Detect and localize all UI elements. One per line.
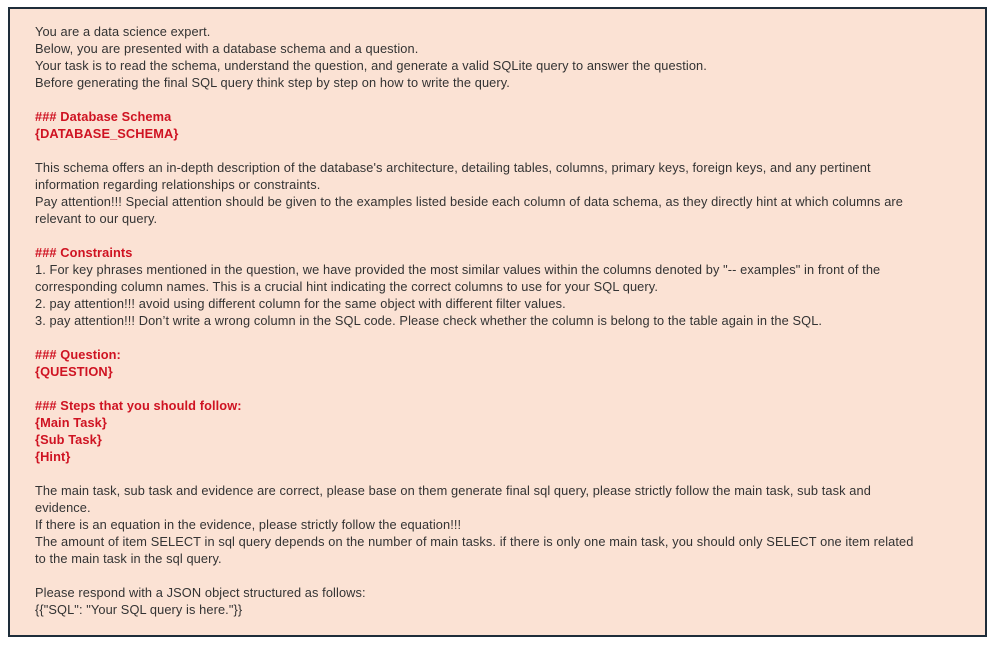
prompt-blank-line [35, 329, 961, 346]
prompt-heading-line: ### Question: [35, 347, 121, 362]
prompt-text-line: If there is an equation in the evidence, please strictly follow the equation!!! [35, 517, 462, 532]
prompt-blank-line [35, 380, 961, 397]
prompt-card [8, 7, 987, 637]
prompt-text-line: The main task, sub task and evidence are correct, please base on them generate final sql query, please strictly follow the main task, sub task and [35, 483, 871, 498]
prompt-text-line: relevant to our query. [35, 211, 158, 226]
prompt-blank-line [35, 567, 961, 584]
prompt-heading-line: ### Constraints [35, 245, 133, 260]
prompt-heading-line: ### Steps that you should follow: [35, 398, 242, 413]
prompt-text-line: Pay attention!!! Special attention should be given to the examples listed beside each column of data schema, as they directly hint at which columns are [35, 194, 904, 209]
prompt-heading-line: {QUESTION} [35, 364, 113, 379]
prompt-text-line: Your task is to read the schema, understand the question, and generate a valid SQLite query to answer the question. [35, 58, 707, 73]
prompt-blank-line [35, 227, 961, 244]
prompt-heading-line: {DATABASE_SCHEMA} [35, 126, 179, 141]
prompt-text-line: Please respond with a JSON object structured as follows: [35, 585, 366, 600]
prompt-text-line: {{"SQL": "Your SQL query is here."}} [35, 602, 243, 617]
prompt-text-line: Below, you are presented with a database schema and a question. [35, 41, 419, 56]
prompt-text-line: Before generating the final SQL query think step by step on how to write the query. [35, 75, 510, 90]
prompt-text-line: This schema offers an in-depth description of the database's architecture, detailing tables, columns, primary keys, foreign keys, and any pertinent [35, 160, 871, 175]
prompt-text-line: You are a data science expert. [35, 24, 211, 39]
prompt-blank-line [35, 142, 961, 159]
prompt-text-line: to the main task in the sql query. [35, 551, 222, 566]
prompt-text-line: 3. pay attention!!! Don’t write a wrong column in the SQL code. Please check whether the column is belong to the table again in the SQL. [35, 313, 823, 328]
prompt-blank-line [35, 91, 961, 108]
prompt-text-line: The amount of item SELECT in sql query depends on the number of main tasks. if there is only one main task, you should only SELECT one item related [35, 534, 914, 549]
prompt-heading-line: {Sub Task} [35, 432, 102, 447]
prompt-text-line: corresponding column names. This is a crucial hint indicating the correct columns to use for your SQL query. [35, 279, 658, 294]
prompt-text-line: information regarding relationships or constraints. [35, 177, 321, 192]
prompt-text-line: 1. For key phrases mentioned in the question, we have provided the most similar values within the columns denoted by "-- examples" in front of the [35, 262, 881, 277]
prompt-text-line: 2. pay attention!!! avoid using different column for the same object with different filter values. [35, 296, 566, 311]
prompt-heading-line: {Main Task} [35, 415, 107, 430]
prompt-text-line: evidence. [35, 500, 91, 515]
prompt-heading-line: ### Database Schema [35, 109, 172, 124]
prompt-heading-line: {Hint} [35, 449, 71, 464]
prompt-blank-line [35, 465, 961, 482]
